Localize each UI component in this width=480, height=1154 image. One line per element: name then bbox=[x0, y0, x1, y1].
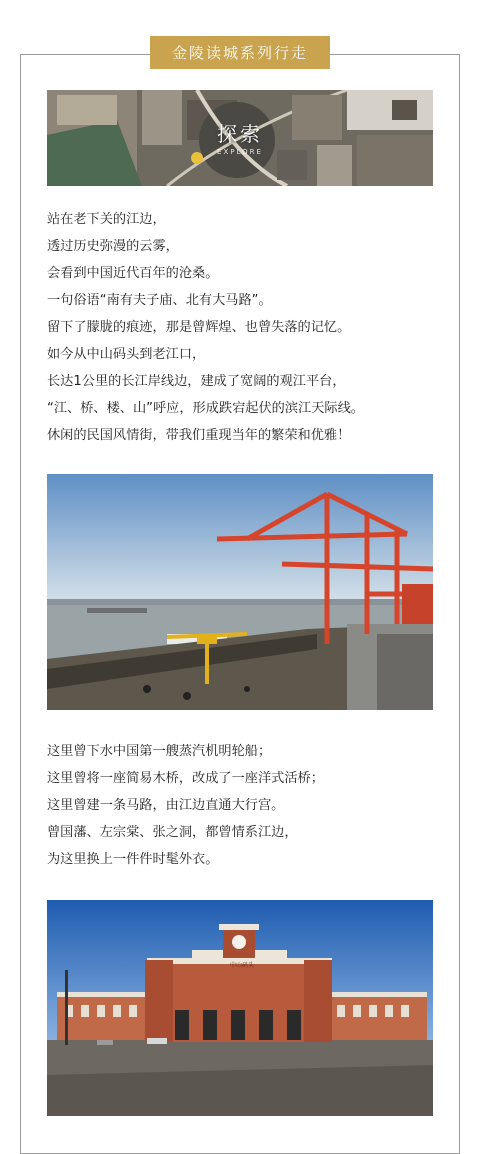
text-line: 曾国藩、左宗棠、张之洞，都曾情系江边， bbox=[47, 825, 298, 840]
text-line: 留下了朦胧的痕迹，那是曾辉煌、也曾失落的记忆。 bbox=[47, 320, 351, 335]
zhongshan-wharf-building-photo bbox=[47, 900, 433, 1116]
text-line: 这里曾建一条马路，由江边直通大行宫。 bbox=[47, 798, 285, 813]
intro-paragraph bbox=[47, 206, 447, 449]
aerial-city-photo bbox=[47, 90, 433, 186]
text-line: “江、桥、楼、山”呼应，形成跌宕起伏的滨江天际线。 bbox=[47, 401, 364, 416]
text-line: 休闲的民国风情街，带我们重现当年的繁荣和优雅！ bbox=[47, 428, 351, 443]
explore-overlay-text: 探索 bbox=[217, 122, 263, 146]
building-sign: 中山码头 bbox=[229, 962, 254, 969]
history-paragraph bbox=[47, 738, 447, 873]
text-line: 如今从中山码头到老江口， bbox=[47, 347, 206, 362]
text-line: 长达1公里的长江岸线边，建成了宽阔的观江平台， bbox=[47, 374, 346, 389]
text-line: 透过历史弥漫的云雾， bbox=[47, 239, 179, 254]
text-line: 为这里换上一件件时髦外衣。 bbox=[47, 852, 219, 867]
text-line: 站在老下关的江边， bbox=[47, 212, 166, 227]
riverside-cranes-photo bbox=[47, 474, 433, 710]
text-line: 这里曾下水中国第一艘蒸汽机明轮船； bbox=[47, 744, 272, 759]
text-line: 一句俗语“南有夫子庙、北有大马路”。 bbox=[47, 293, 272, 308]
explore-overlay-subtext: EXPLORE bbox=[217, 148, 263, 156]
series-title-badge: 金陵读城系列行走 bbox=[150, 36, 330, 69]
text-line: 这里曾将一座简易木桥，改成了一座洋式活桥； bbox=[47, 771, 324, 786]
text-line: 会看到中国近代百年的沧桑。 bbox=[47, 266, 219, 281]
